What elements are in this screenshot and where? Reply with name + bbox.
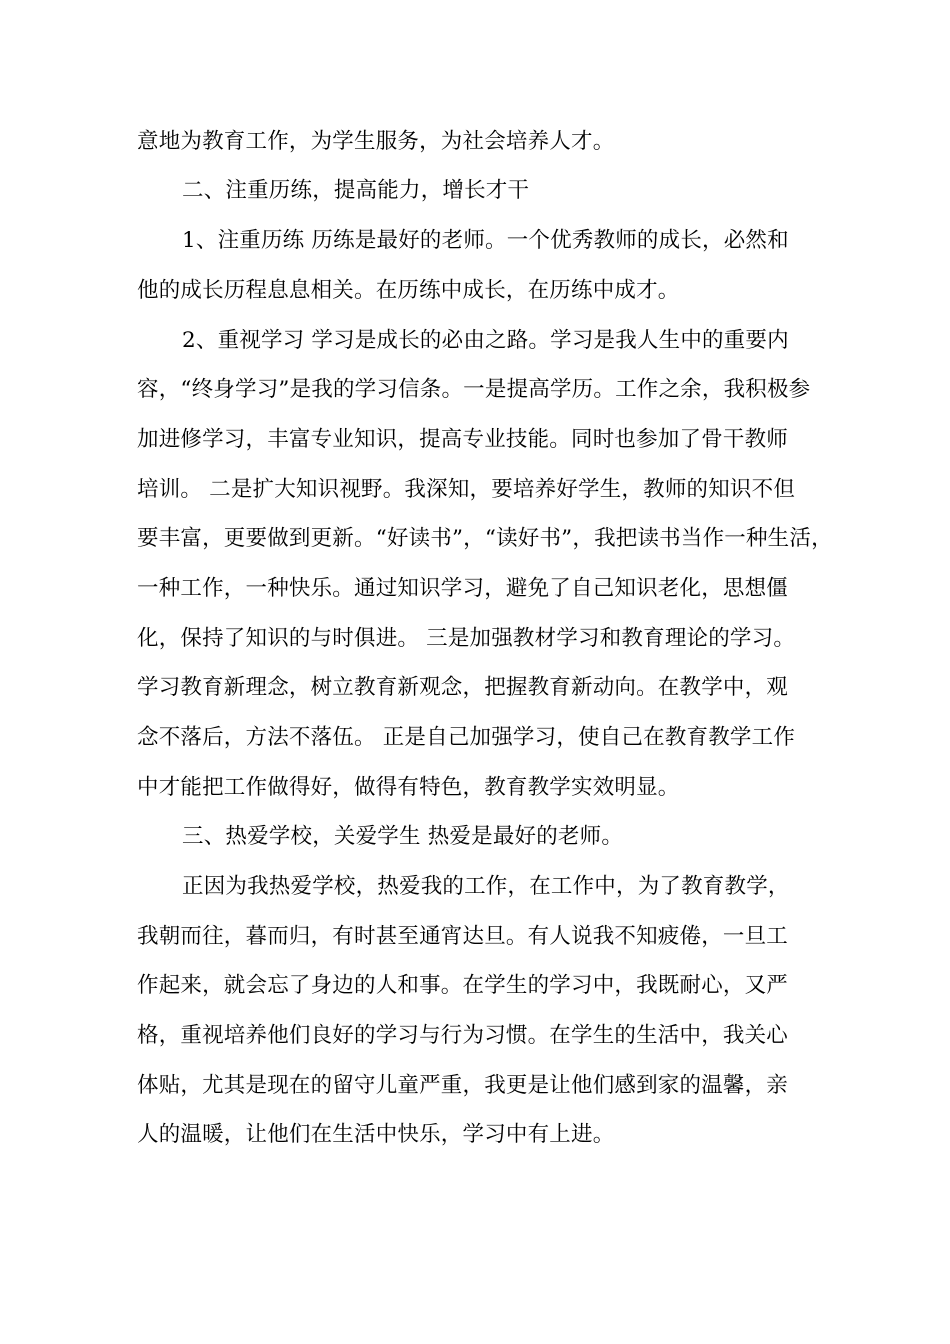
section-heading: 三、热爱学校，关爱学生 热爱是最好的老师。 [182,824,624,849]
text-line: 一种工作，一种快乐。通过知识学习，避免了自己知识老化，思想僵 [137,576,789,601]
text-line: 2、重视学习 学习是成长的必由之路。学习是我人生中的重要内 [182,328,789,353]
text-line: 格，重视培养他们良好的学习与行为习惯。在学生的生活中，我关心 [137,1023,789,1048]
text-line: 他的成长历程息息相关。在历练中成长，在历练中成才。 [137,278,680,303]
text-line: 加进修学习，丰富专业知识，提高专业技能。同时也参加了骨干教师 [137,427,789,452]
text-line: 学习教育新理念，树立教育新观念，把握教育新动向。在教学中，观 [137,675,789,700]
text-line: 体贴，尤其是现在的留守儿童严重，我更是让他们感到家的温馨，亲 [137,1073,789,1098]
text-line: 念不落后，方法不落伍。 正是自己加强学习，使自己在教育教学工作 [137,725,796,750]
text-line: 1、注重历练 历练是最好的老师。一个优秀教师的成长，必然和 [182,228,789,253]
text-line: 作起来，就会忘了身边的人和事。在学生的学习中，我既耐心，又严 [137,973,789,998]
text-line: 我朝而往，暮而归，有时甚至通宵达旦。有人说我不知疲倦，一旦工 [137,924,789,949]
text-line: 要丰富，更要做到更新。“好读书”，“读好书”，我把读书当作一种生活， [137,526,833,551]
section-heading: 二、注重历练，提高能力，增长才干 [182,178,530,203]
text-line: 培训。 二是扩大知识视野。我深知，要培养好学生，教师的知识不但 [137,477,796,502]
text-line: 化，保持了知识的与时俱进。 三是加强教材学习和教育理论的学习。 [137,626,796,651]
text-line: 人的温暖，让他们在生活中快乐，学习中有上进。 [137,1122,615,1147]
text-line: 容，“终身学习”是我的学习信条。一是提高学历。工作之余，我积极参 [137,377,811,402]
text-line: 意地为教育工作，为学生服务，为社会培养人才。 [137,129,615,154]
text-line: 中才能把工作做得好，做得有特色，教育教学实效明显。 [137,775,680,800]
text-line: 正因为我热爱学校，热爱我的工作，在工作中，为了教育教学， [182,874,790,899]
